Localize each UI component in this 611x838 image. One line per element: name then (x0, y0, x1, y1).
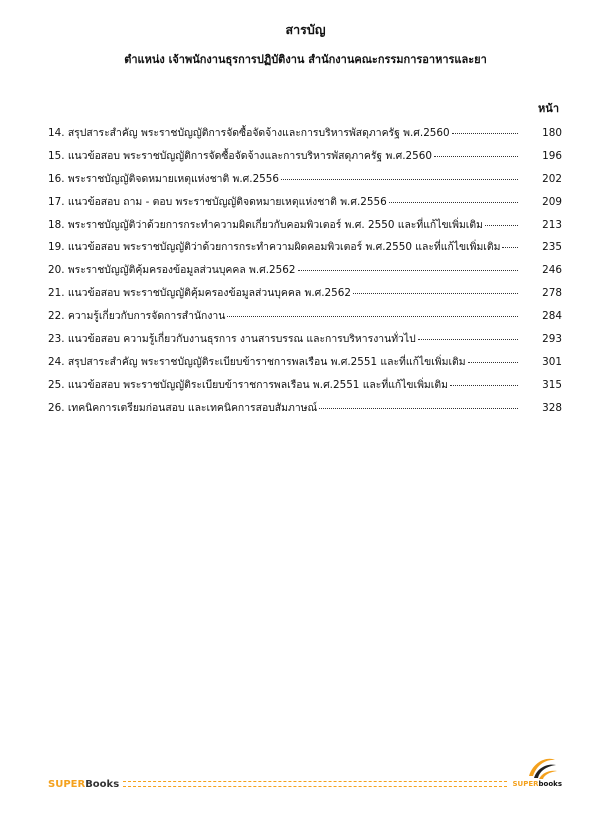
toc-entry-label: 18. พระราชบัญญัติว่าด้วยการกระทำความผิดเกี่ยวกับคอมพิวเตอร์ พ.ศ. 2550 และที่แก้ไขเพิ่มเติม (48, 218, 483, 231)
book-swoosh-icon (525, 754, 559, 782)
page-footer (48, 774, 562, 794)
toc-entry-page: 196 (542, 149, 562, 162)
dot-leader (389, 202, 518, 203)
toc-entry[interactable] (48, 147, 562, 170)
toc-entry[interactable] (48, 284, 562, 307)
toc-entry-label: 23. แนวข้อสอบ ความรู้เกี่ยวกับงานธุรการ งานสารบรรณ และการบริหารงานทั่วไป (48, 333, 416, 346)
footer-rule (123, 781, 506, 787)
toc-entry-label: 17. แนวข้อสอบ ถาม - ตอบ พระราชบัญญัติจดหมายเหตุแห่งชาติ พ.ศ.2556 (48, 195, 387, 208)
logo-books-text: books (538, 780, 562, 788)
toc-entry[interactable] (48, 330, 562, 353)
toc-entry[interactable] (48, 353, 562, 376)
table-of-contents (48, 124, 562, 422)
toc-entry-page: 293 (542, 333, 562, 346)
dot-leader (434, 156, 518, 157)
toc-entry-label: 26. เทคนิคการเตรียมก่อนสอบ และเทคนิคการสอบสัมภาษณ์ (48, 401, 318, 414)
toc-entry[interactable] (48, 376, 562, 399)
toc-entry[interactable] (48, 238, 562, 261)
dot-leader (485, 225, 518, 226)
toc-entry-label: 19. แนวข้อสอบ พระราชบัญญัติว่าด้วยการกระทำความผิดคอมพิวเตอร์ พ.ศ.2550 และที่แก้ไขเพิ่มเติม (48, 241, 501, 254)
toc-entry-label: 25. แนวข้อสอบ พระราชบัญญัติระเบียบข้าราชการพลเรือน พ.ศ.2551 และที่แก้ไขเพิ่มเติม (48, 378, 448, 391)
toc-entry-page: 246 (542, 264, 562, 277)
dot-leader (452, 133, 518, 134)
toc-entry-page: 315 (542, 378, 562, 391)
dot-leader (319, 408, 518, 409)
dot-leader (353, 293, 518, 294)
toc-entry-page: 209 (542, 195, 562, 208)
footer-brand (48, 779, 119, 790)
toc-entry-page: 235 (542, 241, 562, 254)
toc-entry-label: 14. สรุปสาระสำคัญ พระราชบัญญัติการจัดซื้อจัดจ้างและการบริหารพัสดุภาครัฐ พ.ศ.2560 (48, 127, 450, 139)
toc-entry[interactable] (48, 399, 562, 422)
toc-entry[interactable] (48, 261, 562, 284)
toc-entry[interactable] (48, 216, 562, 239)
dot-leader (418, 339, 518, 340)
toc-entry-label: 22. ความรู้เกี่ยวกับการจัดการสำนักงาน (48, 310, 226, 323)
toc-entry[interactable] (48, 193, 562, 216)
dot-leader (468, 362, 518, 363)
toc-entry-page: 301 (542, 355, 562, 368)
dot-leader (450, 385, 518, 386)
toc-entry[interactable] (48, 307, 562, 330)
toc-entry-page: 202 (542, 172, 562, 185)
dot-leader (227, 316, 518, 317)
dot-leader (298, 270, 518, 271)
toc-entry[interactable] (48, 124, 562, 147)
brand-books-text: Books (85, 778, 120, 790)
toc-entry-page: 213 (542, 218, 562, 231)
page-subtitle: ตำแหน่ง เจ้าพนักงานธุรการปฏิบัติงาน สำนักงานคณะกรรมการอาหารและยา (124, 53, 487, 66)
toc-entry-page: 180 (542, 127, 562, 139)
brand-super-text: SUPER (48, 778, 86, 790)
toc-entry-page: 328 (542, 401, 562, 414)
toc-entry-label: 20. พระราชบัญญัติคุ้มครองข้อมูลส่วนบุคคล พ.ศ.2562 (48, 264, 296, 277)
dot-leader (502, 247, 518, 248)
toc-entry-label: 16. พระราชบัญญัติจดหมายเหตุแห่งชาติ พ.ศ.2556 (48, 172, 280, 185)
toc-entry-label: 21. แนวข้อสอบ พระราชบัญญัติคุ้มครองข้อมูลส่วนบุคคล พ.ศ.2562 (48, 287, 351, 300)
dot-leader (281, 179, 518, 180)
toc-entry-label: 15. แนวข้อสอบ พระราชบัญญัติการจัดซื้อจัดจ้างและการบริหารพัสดุภาครัฐ พ.ศ.2560 (48, 149, 432, 162)
superbooks-logo (511, 780, 562, 788)
toc-entry[interactable] (48, 170, 562, 193)
toc-entry-label: 24. สรุปสาระสำคัญ พระราชบัญญัติระเบียบข้าราชการพลเรือน พ.ศ.2551 และที่แก้ไขเพิ่มเติม (48, 355, 466, 368)
page-column-label: หน้า (538, 102, 559, 115)
toc-entry-page: 284 (542, 310, 562, 323)
toc-entry-page: 278 (542, 287, 562, 300)
page-title: สารบัญ (285, 22, 326, 37)
logo-super-text: SUPER (512, 780, 539, 788)
